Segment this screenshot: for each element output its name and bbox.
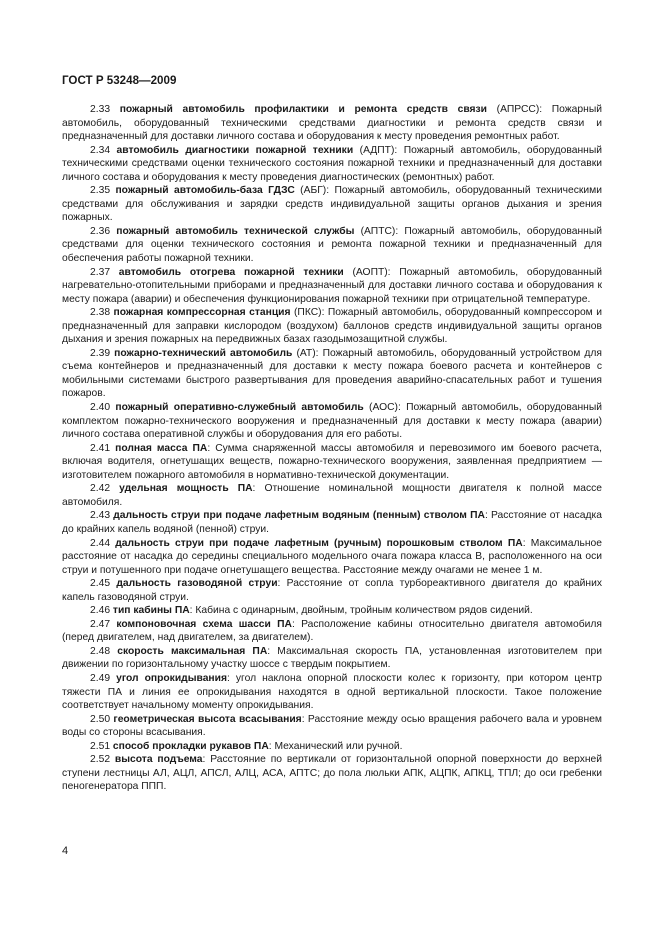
entry-number: 2.50 [90,713,111,725]
entry-term: удельная мощность ПА [119,483,253,495]
entry-term: пожарный автомобиль технической службы [116,225,355,237]
entry-definition: (АПРСС): Пожарный автомобиль, оборудованный техническими средствами диагностики и ремонта средств связи и предназначенный для доставки личного состава и оборудования к месту проведения ремонтных работ. [62,104,602,143]
definition-2-37 [62,266,602,307]
definition-2-41 [62,442,602,483]
entry-term: тип кабины ПА [112,605,190,617]
definition-2-44 [62,537,602,578]
entry-definition: : Расстояние от сопла турбореактивного двигателя до крайних капель газоводяной струи. [62,578,602,603]
entry-definition: : Кабина с одинарным, двойным, тройным количеством рядов сидений. [189,605,533,617]
entry-number: 2.47 [90,618,111,630]
entry-number: 2.45 [90,578,111,590]
entry-definition: : Сумма снаряженной массы автомобиля и перевозимого им боевого расчета, включая водителя, огнетушащих веществ, пожарно-технического вооружения, заявленная предприятием — изготовителем пожарного автомобиля в нормативно-технической документации. [62,442,602,481]
definition-2-49 [62,672,602,713]
definition-2-39 [62,347,602,401]
definition-2-46 [62,604,602,618]
entry-term: пожарно-технический автомобиль [114,347,293,359]
entry-definition: : Максимальная скорость ПА, установленная изготовителем при движении по горизонтальному участку шоссе с твердым покрытием. [62,645,602,671]
entry-definition: (ПКС): Пожарный автомобиль, оборудованный компрессором и предназначенный для заправки кислородом (воздухом) баллонов средств индивидуальной защиты органов дыхания и зрения пожарных на передвижных базах газодымозащитной службы. [62,307,602,346]
entry-number: 2.37 [90,266,111,278]
definition-2-48 [62,645,602,672]
entry-number: 2.40 [90,402,111,414]
entry-definition: : Отношение номинальной мощности двигателя к полной массе автомобиля. [62,483,602,508]
entry-term: высота подъема [114,754,203,766]
entry-term: скорость максимальная ПА [117,645,268,657]
entry-definition: : Расстояние от насадка до крайних капель водяной (пенной) струи. [62,510,602,535]
page-number: 4 [62,845,69,857]
entry-number: 2.46 [90,605,111,617]
definitions-list [62,103,602,794]
entry-definition: (АДПТ): Пожарный автомобиль, оборудованный техническими средствами оценки технического состояния пожарной техники и предназначенный для доставки личного состава и оборудования к месту проведения диагностических (ремонтных) работ. [62,144,602,183]
definition-2-52 [62,753,602,794]
entry-term: автомобиль отогрева пожарной техники [118,266,344,278]
entry-definition: (АОС): Пожарный автомобиль, оборудованный комплектом пожарно-технического вооружения и предназначенный для доставки к месту пожара (аварии) личного состава оперативной службы и оборудования для его работы. [62,402,602,441]
entry-term: пожарный оперативно-служебный автомобиль [115,402,364,414]
definition-2-33 [62,103,602,144]
entry-term: геометрическая высота всасывания [113,713,302,725]
entry-term: пожарный автомобиль профилактики и ремонта средств связи [119,104,487,115]
entry-definition: : Расстояние по вертикали от горизонтальной опорной поверхности до верхней ступени лестницы АЛ, АЦЛ, АПСЛ, АЛЦ, АСА, АПТС; до пола люльки АПК, АЦПК, АПКЦ, ТПЛ; до оси гребенки пеногенератора ППП. [62,754,603,793]
entry-definition: : Механический или ручной. [268,740,403,752]
entry-number: 2.41 [90,442,111,454]
entry-number: 2.38 [90,307,111,319]
entry-term: пожарная компрессорная станция [113,307,291,319]
document-header: ГОСТ Р 53248—2009 [62,74,177,87]
entry-definition: (АОПТ): Пожарный автомобиль, оборудованный нагревательно-отопительными приборами и предназначенный для доставки личного состава и оборудования к месту пожара (аварии) и обеспечения функционирования пожарной техники при отрицательной температуре. [62,266,602,305]
entry-term: пожарный автомобиль-база ГДЗС [115,185,295,197]
entry-term: способ прокладки рукавов ПА [112,740,269,752]
entry-definition: : угол наклона опорной плоскости колес к горизонту, при котором центр тяжести ПА и линия ее опрокидывания находятся в одной вертикальной плоскости. Такое положение соответствует начальному моменту опрокидывания. [62,672,602,712]
entry-number: 2.34 [90,144,111,156]
entry-term: дальность струи при подаче лафетным водяным (пенным) стволом ПА [113,510,485,522]
entry-term: угол опрокидывания [116,672,227,684]
entry-number: 2.42 [90,483,111,495]
definition-2-38 [62,306,602,347]
entry-term: дальность струи при подаче лафетным (ручным) порошковым стволом ПА [115,537,523,549]
definition-2-35 [62,184,602,225]
definition-2-36 [62,225,602,266]
definition-2-43 [62,509,602,536]
entry-number: 2.44 [90,537,111,549]
entry-term: полная масса ПА [115,442,208,454]
definition-2-45 [62,577,602,604]
entry-number: 2.43 [90,510,111,522]
definition-2-40 [62,401,602,442]
entry-term: компоновочная схема шасси ПА [116,618,292,630]
entry-number: 2.49 [90,672,111,684]
definition-2-42 [62,482,602,509]
entry-definition: : Расстояние между осью вращения рабочего вала и уровнем воды со стороны всасывания. [62,713,603,739]
entry-term: дальность газоводяной струи [116,578,278,590]
entry-number: 2.51 [90,740,111,752]
entry-definition: (АТ): Пожарный автомобиль, оборудованный устройством для съема контейнеров и предназначенный для доставки к месту пожара боевого расчета и контейнеров с мобильными системами быстрого развертывания для проведения аварийно-спасательных работ и тушения пожаров. [62,347,602,400]
definition-2-47 [62,618,602,645]
entry-number: 2.48 [90,645,111,657]
entry-definition: (АБГ): Пожарный автомобиль, оборудованный техническими средствами для обслуживания и зарядки средств индивидуальной защиты органов дыхания и зрения пожарных. [62,185,602,224]
entry-term: автомобиль диагностики пожарной техники [116,144,354,156]
entry-definition: : Расположение кабины относительно двигателя автомобиля (перед двигателем, над двигателем, за двигателем). [62,618,602,644]
entry-definition: (АПТС): Пожарный автомобиль, оборудованный средствами для оценки технического состояния и ремонта пожарной техники и предназначенный для обеспечения работы пожарной техники. [62,225,602,265]
entry-number: 2.52 [90,754,111,766]
entry-definition: : Максимальное расстояние от насадка до середины специального модельного очага пожара класса В, расположенного на оси струи и потушенного при подаче огнетушащего вещества. Расстояние между очагами не менее 1 м. [62,537,602,576]
definition-2-50 [62,713,602,740]
definition-2-34 [62,144,602,185]
entry-number: 2.33 [90,104,111,115]
definition-2-51 [62,740,602,754]
entry-number: 2.39 [90,347,111,359]
entry-number: 2.35 [90,185,111,197]
entry-number: 2.36 [90,225,111,237]
